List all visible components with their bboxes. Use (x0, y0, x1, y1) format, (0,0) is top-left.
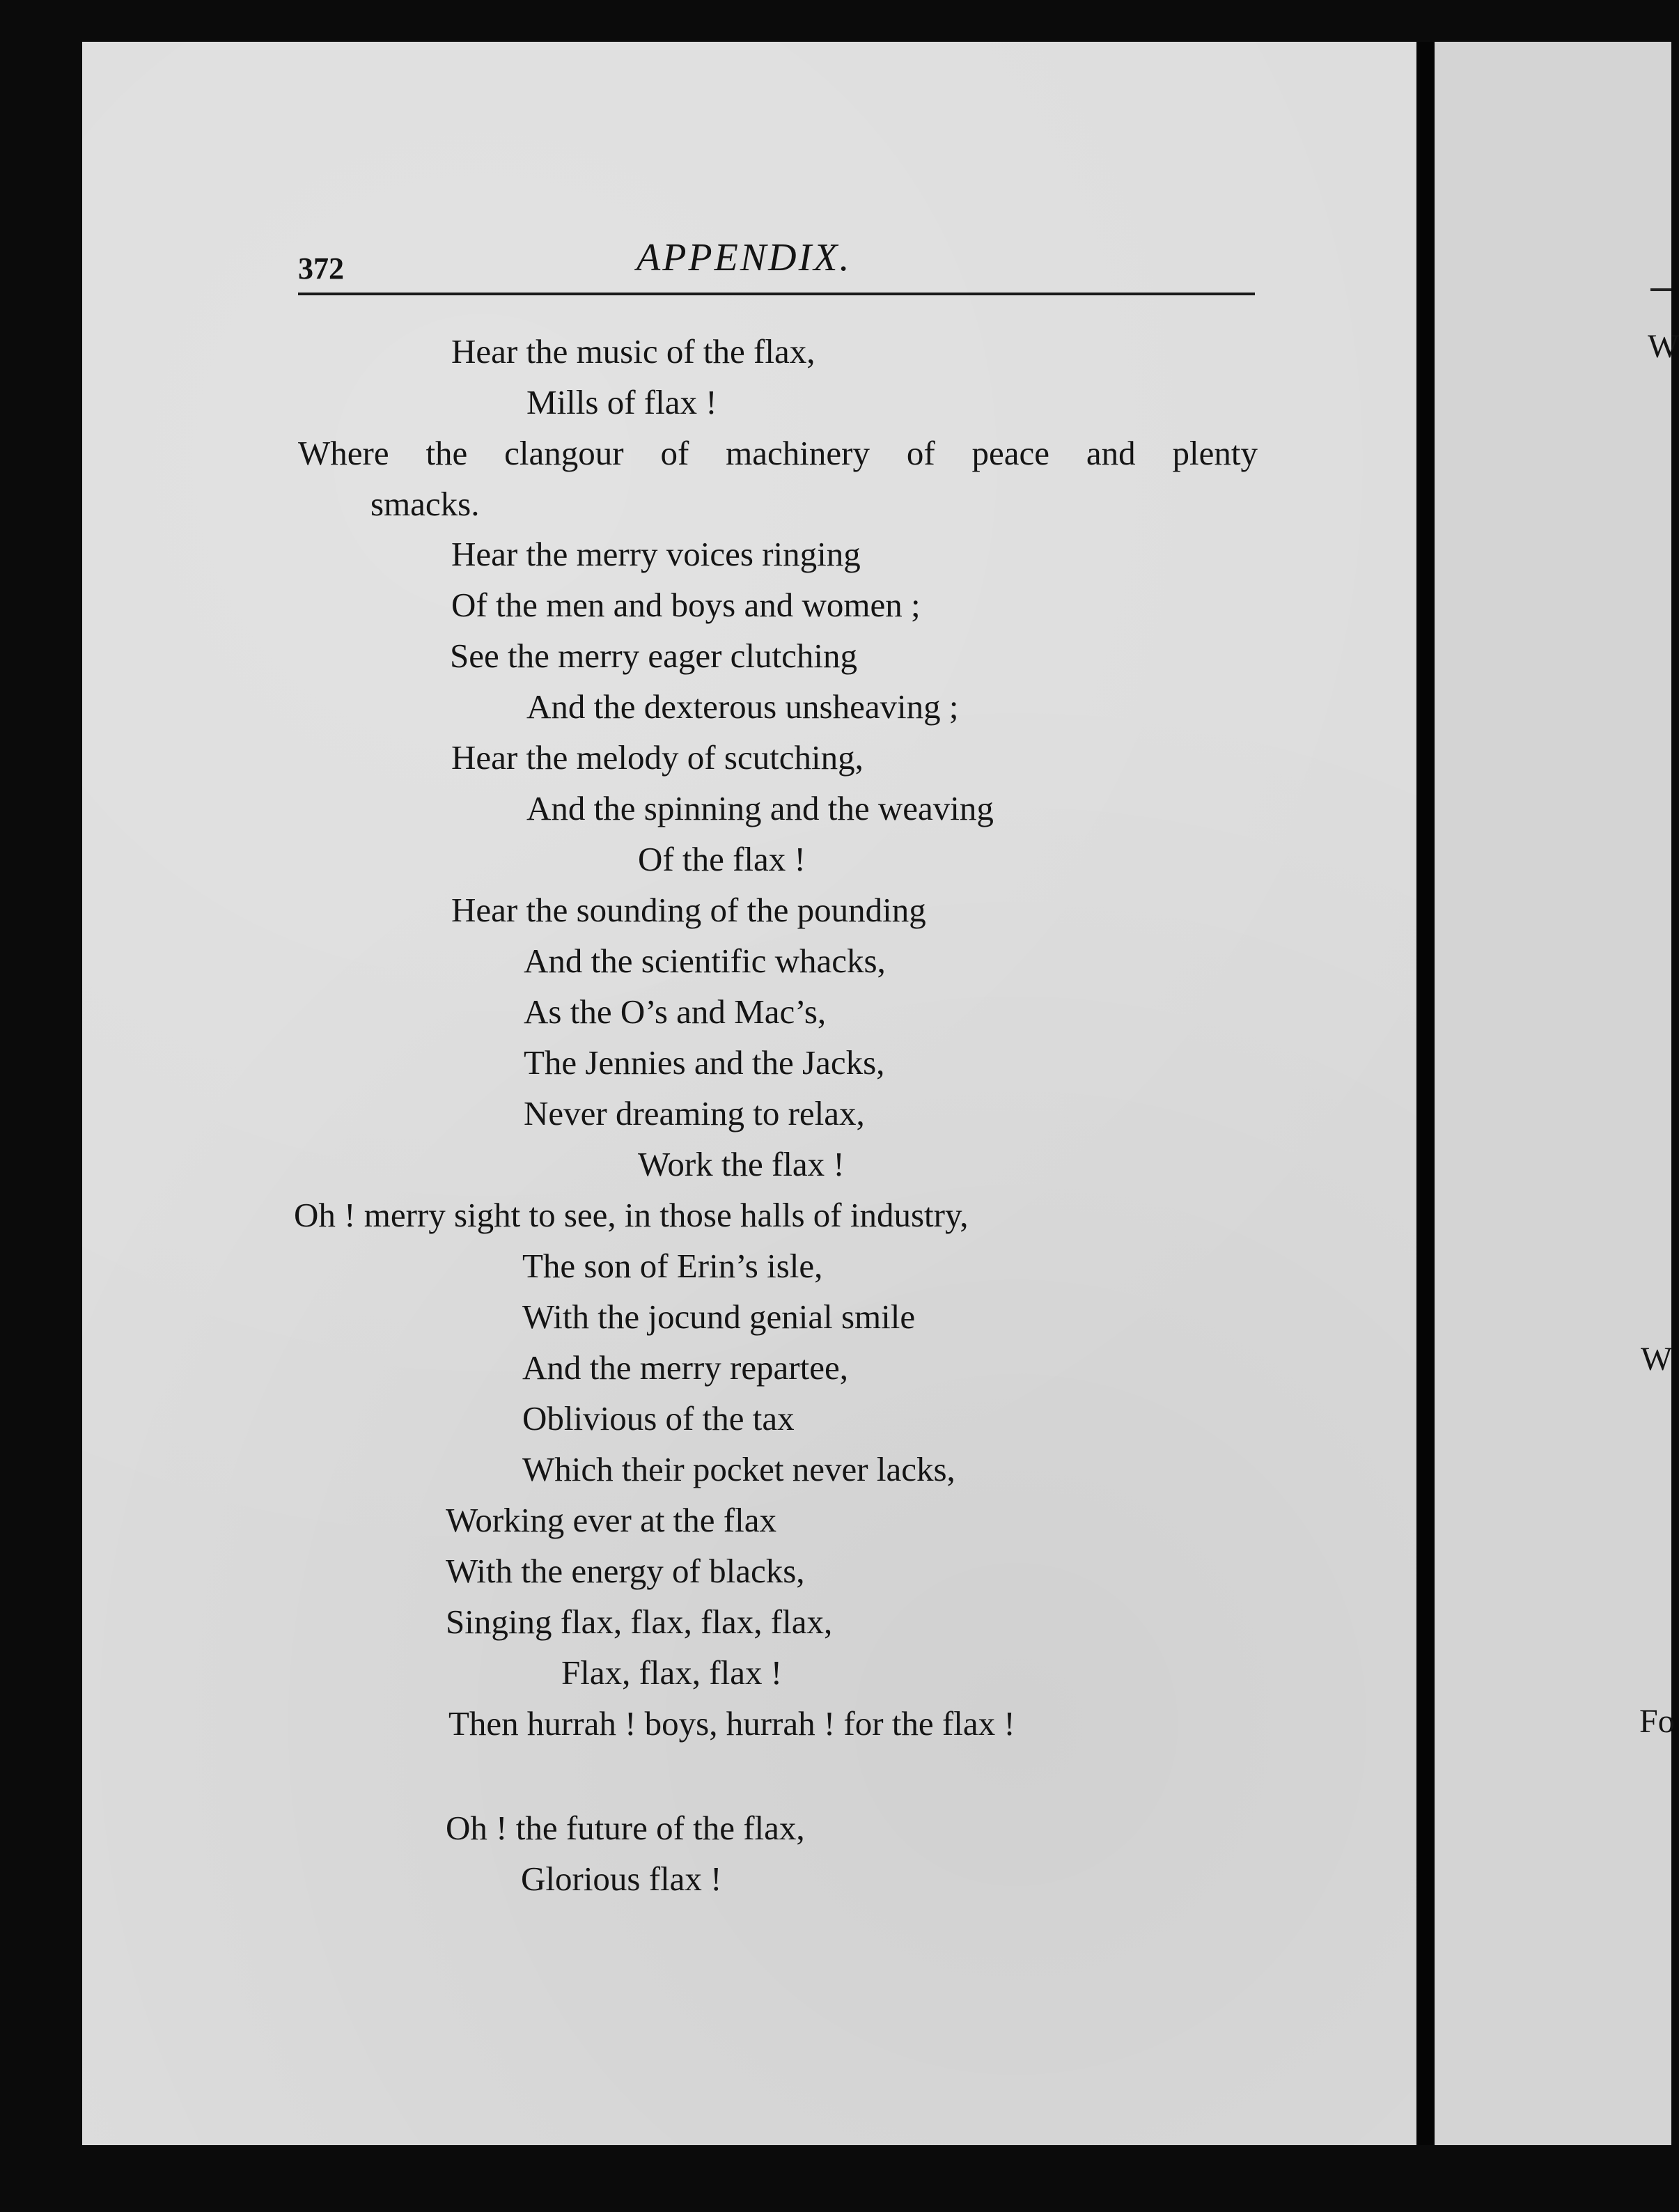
poem-line: The Jennies and the Jacks, (524, 1043, 885, 1082)
facing-page-header-rule (1650, 288, 1671, 291)
poem-line: And the spinning and the weaving (526, 789, 994, 827)
book-gutter (1416, 42, 1435, 2145)
poem-line: And the scientific whacks, (524, 942, 886, 980)
facing-page-fragment: W (1641, 1341, 1673, 1378)
poem-line: Which their pocket never lacks, (522, 1450, 955, 1488)
poem-line: Hear the melody of scutching, (451, 738, 864, 777)
poem-line: Oh ! the future of the flax, (446, 1809, 805, 1847)
running-head: APPENDIX. (637, 236, 852, 279)
poem-line: With the jocund genial smile (522, 1298, 916, 1336)
poem-line: Oh ! merry sight to see, in those halls of industry, (294, 1196, 969, 1234)
poem-line: And the merry repartee, (522, 1348, 848, 1387)
poem-line: smacks. (370, 485, 480, 523)
facing-page-fragment: W (1648, 328, 1679, 365)
poem-line: Flax, flax, flax ! (561, 1653, 783, 1692)
poem-line: Working ever at the flax (446, 1501, 776, 1539)
poem-line: Of the flax ! (638, 840, 806, 878)
poem-line: Hear the sounding of the pounding (451, 891, 926, 929)
poem-line: Mills of flax ! (526, 383, 717, 421)
poem-line: Work the flax ! (638, 1145, 845, 1183)
poem-line: Never dreaming to relax, (524, 1094, 865, 1132)
poem-line: Hear the music of the flax, (451, 332, 815, 371)
poem-line: Singing flax, flax, flax, flax, (446, 1603, 833, 1641)
poem-line: Oblivious of the tax (522, 1399, 795, 1438)
poem-line: Of the men and boys and women ; (451, 586, 921, 624)
facing-page-fragment: Fo (1639, 1703, 1675, 1740)
poem-line: See the merry eager clutching (450, 637, 858, 675)
poem-line: And the dexterous unsheaving ; (526, 687, 959, 726)
poem-line: As the O’s and Mac’s, (524, 992, 827, 1031)
poem-line: The son of Erin’s isle, (522, 1247, 823, 1285)
poem-line: Glorious flax ! (521, 1860, 722, 1898)
page-number: 372 (298, 251, 344, 286)
facing-page (1435, 42, 1671, 2145)
poem-line: With the energy of blacks, (446, 1552, 805, 1590)
poem-line: Where the clangour of machinery of peace and plenty (298, 434, 1258, 472)
poem-line: Then hurrah ! boys, hurrah ! for the flax ! (448, 1704, 1015, 1743)
poem-line: Hear the merry voices ringing (451, 535, 861, 573)
